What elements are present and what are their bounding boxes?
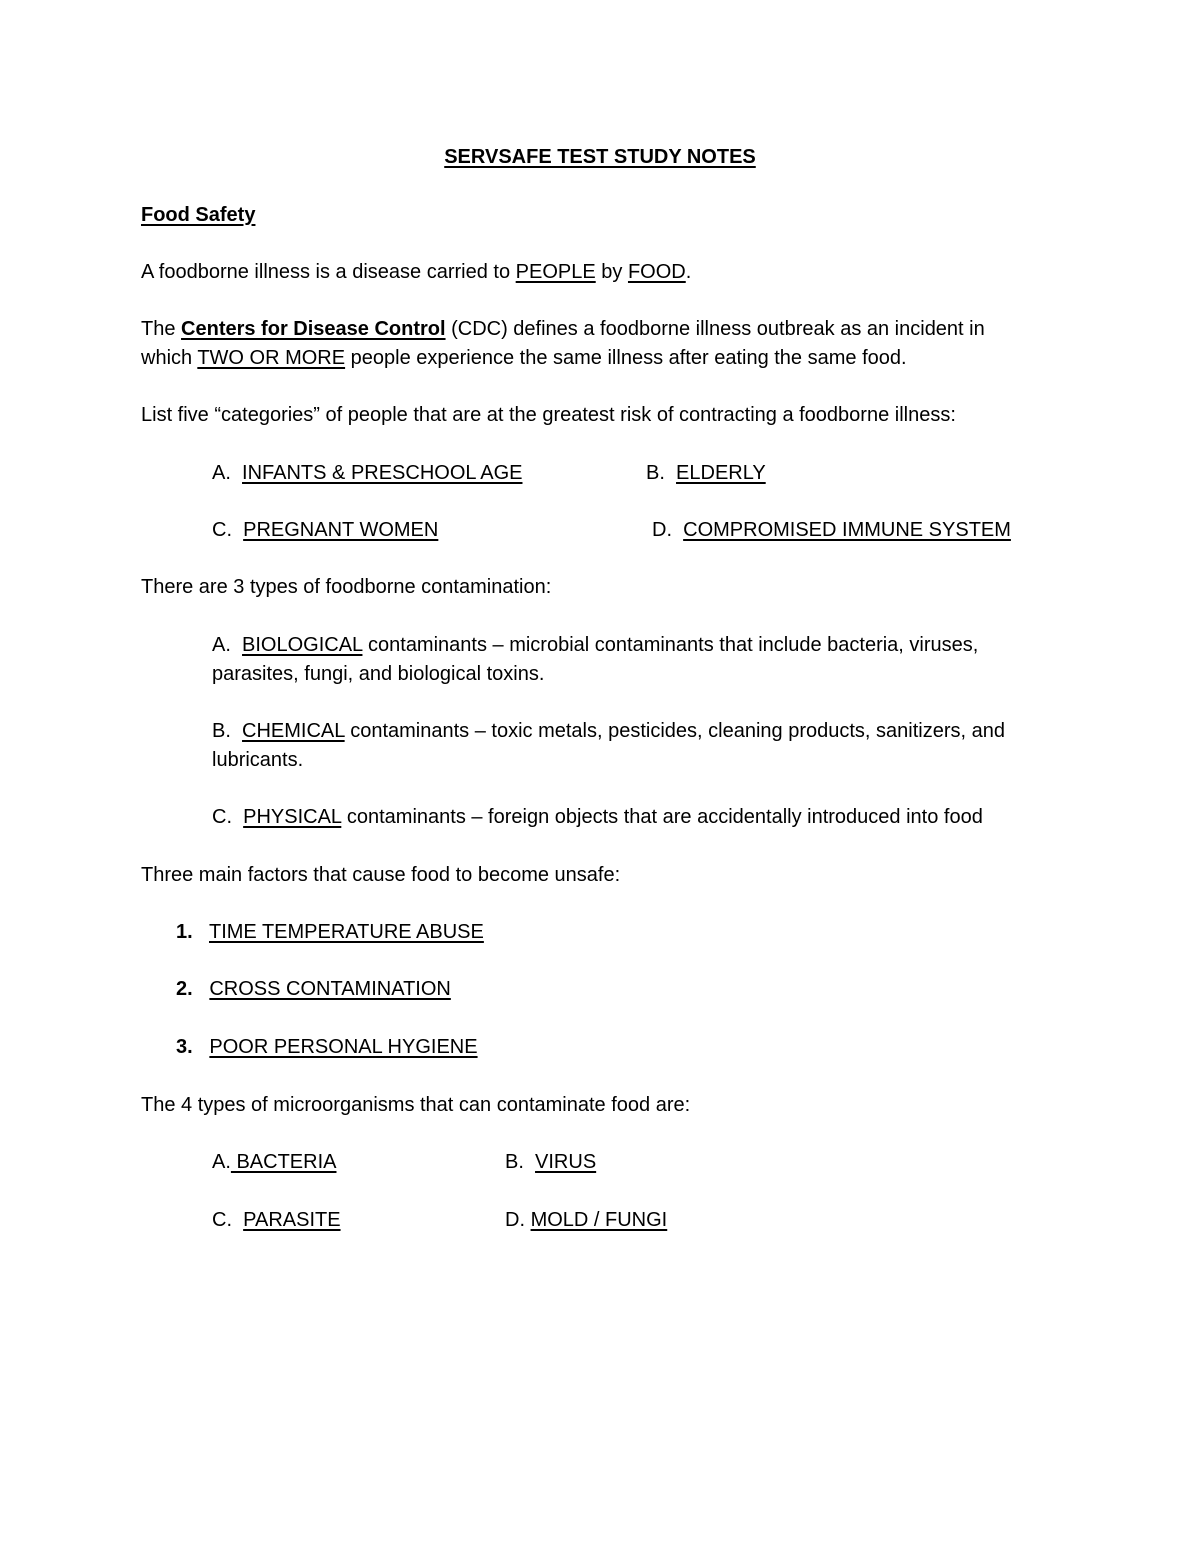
contamination-item-line-1 <box>212 631 978 660</box>
microorganism-value: MOLD / FUNGI <box>530 1209 668 1231</box>
microorganism-letter: D. <box>505 1209 525 1231</box>
factor-number: 2. <box>176 978 193 1000</box>
factor-number: 1. <box>176 921 193 943</box>
factor-value: TIME TEMPERATURE ABUSE <box>209 921 484 943</box>
contamination-term: CHEMICAL <box>242 720 345 742</box>
factor-item <box>176 1033 478 1062</box>
risk-prompt: List five “categories” of people that are at the greatest risk of contracting a foodborne illness: <box>141 404 956 426</box>
contamination-letter: B. <box>212 720 231 742</box>
contamination-text: contaminants – microbial contaminants that include bacteria, viruses, <box>362 634 979 656</box>
contamination-intro: There are 3 types of foodborne contamination: <box>141 576 552 598</box>
risk-item-letter: D. <box>652 519 672 541</box>
factor-value: POOR PERSONAL HYGIENE <box>209 1036 478 1058</box>
microorganisms-intro: The 4 types of microorganisms that can contaminate food are: <box>141 1094 691 1116</box>
risk-item <box>652 516 1011 545</box>
factors-intro: Three main factors that cause food to become unsafe: <box>141 864 621 886</box>
microorganism-letter: A. <box>212 1151 231 1173</box>
cdc-paragraph-line-2 <box>141 344 907 373</box>
microorganism-value: VIRUS <box>535 1151 597 1173</box>
definition-text: . <box>685 261 692 283</box>
risk-item-value: ELDERLY <box>676 462 766 484</box>
microorganism-item <box>212 1206 341 1235</box>
factor-item <box>176 918 484 947</box>
microorganism-value: PARASITE <box>243 1209 341 1231</box>
cdc-text: people experience the same illness after eating the same food. <box>345 347 907 369</box>
cdc-term: TWO OR MORE <box>197 347 346 369</box>
definition-paragraph <box>141 258 691 287</box>
section-heading: Food Safety <box>141 204 256 226</box>
risk-item <box>212 516 438 545</box>
microorganism-item <box>505 1206 667 1235</box>
factor-value: CROSS CONTAMINATION <box>209 978 451 1000</box>
contamination-term: PHYSICAL <box>243 806 342 828</box>
contamination-term: BIOLOGICAL <box>242 634 363 656</box>
microorganism-letter: C. <box>212 1209 232 1231</box>
contamination-letter: C. <box>212 806 232 828</box>
risk-item-letter: C. <box>212 519 232 541</box>
factor-number: 3. <box>176 1036 193 1058</box>
contamination-item-line-2: lubricants. <box>212 749 304 771</box>
contamination-item-line-2: parasites, fungi, and biological toxins. <box>212 663 545 685</box>
cdc-text: The <box>141 318 182 340</box>
risk-item-value: PREGNANT WOMEN <box>243 519 439 541</box>
cdc-text: which <box>141 347 198 369</box>
contamination-item-line-1 <box>212 803 983 832</box>
microorganism-letter: B. <box>505 1151 524 1173</box>
definition-text: A foodborne illness is a disease carried to <box>141 261 516 283</box>
definition-text: by <box>595 261 628 283</box>
definition-term-food: FOOD <box>627 261 686 283</box>
contamination-item-line-1 <box>212 717 1005 746</box>
cdc-org-name: Centers for Disease Control <box>181 318 446 340</box>
contamination-text: contaminants – foreign objects that are accidentally introduced into food <box>341 806 983 828</box>
cdc-text: (CDC) defines a foodborne illness outbreak as an incident in <box>445 318 985 340</box>
risk-item <box>646 459 766 488</box>
definition-term-people: PEOPLE <box>515 261 596 283</box>
risk-item-value: INFANTS & PRESCHOOL AGE <box>242 462 523 484</box>
risk-item-value: COMPROMISED IMMUNE SYSTEM <box>683 519 1011 541</box>
risk-item <box>212 459 522 488</box>
risk-item-letter: B. <box>646 462 665 484</box>
risk-item-letter: A. <box>212 462 231 484</box>
microorganism-item <box>212 1148 336 1177</box>
factor-item <box>176 975 451 1004</box>
microorganism-value: BACTERIA <box>230 1151 337 1173</box>
contamination-text: contaminants – toxic metals, pesticides, cleaning products, sanitizers, and <box>344 720 1005 742</box>
cdc-paragraph-line-1 <box>141 315 985 344</box>
microorganism-item <box>505 1148 596 1177</box>
contamination-letter: A. <box>212 634 231 656</box>
page-title: SERVSAFE TEST STUDY NOTES <box>444 146 756 168</box>
